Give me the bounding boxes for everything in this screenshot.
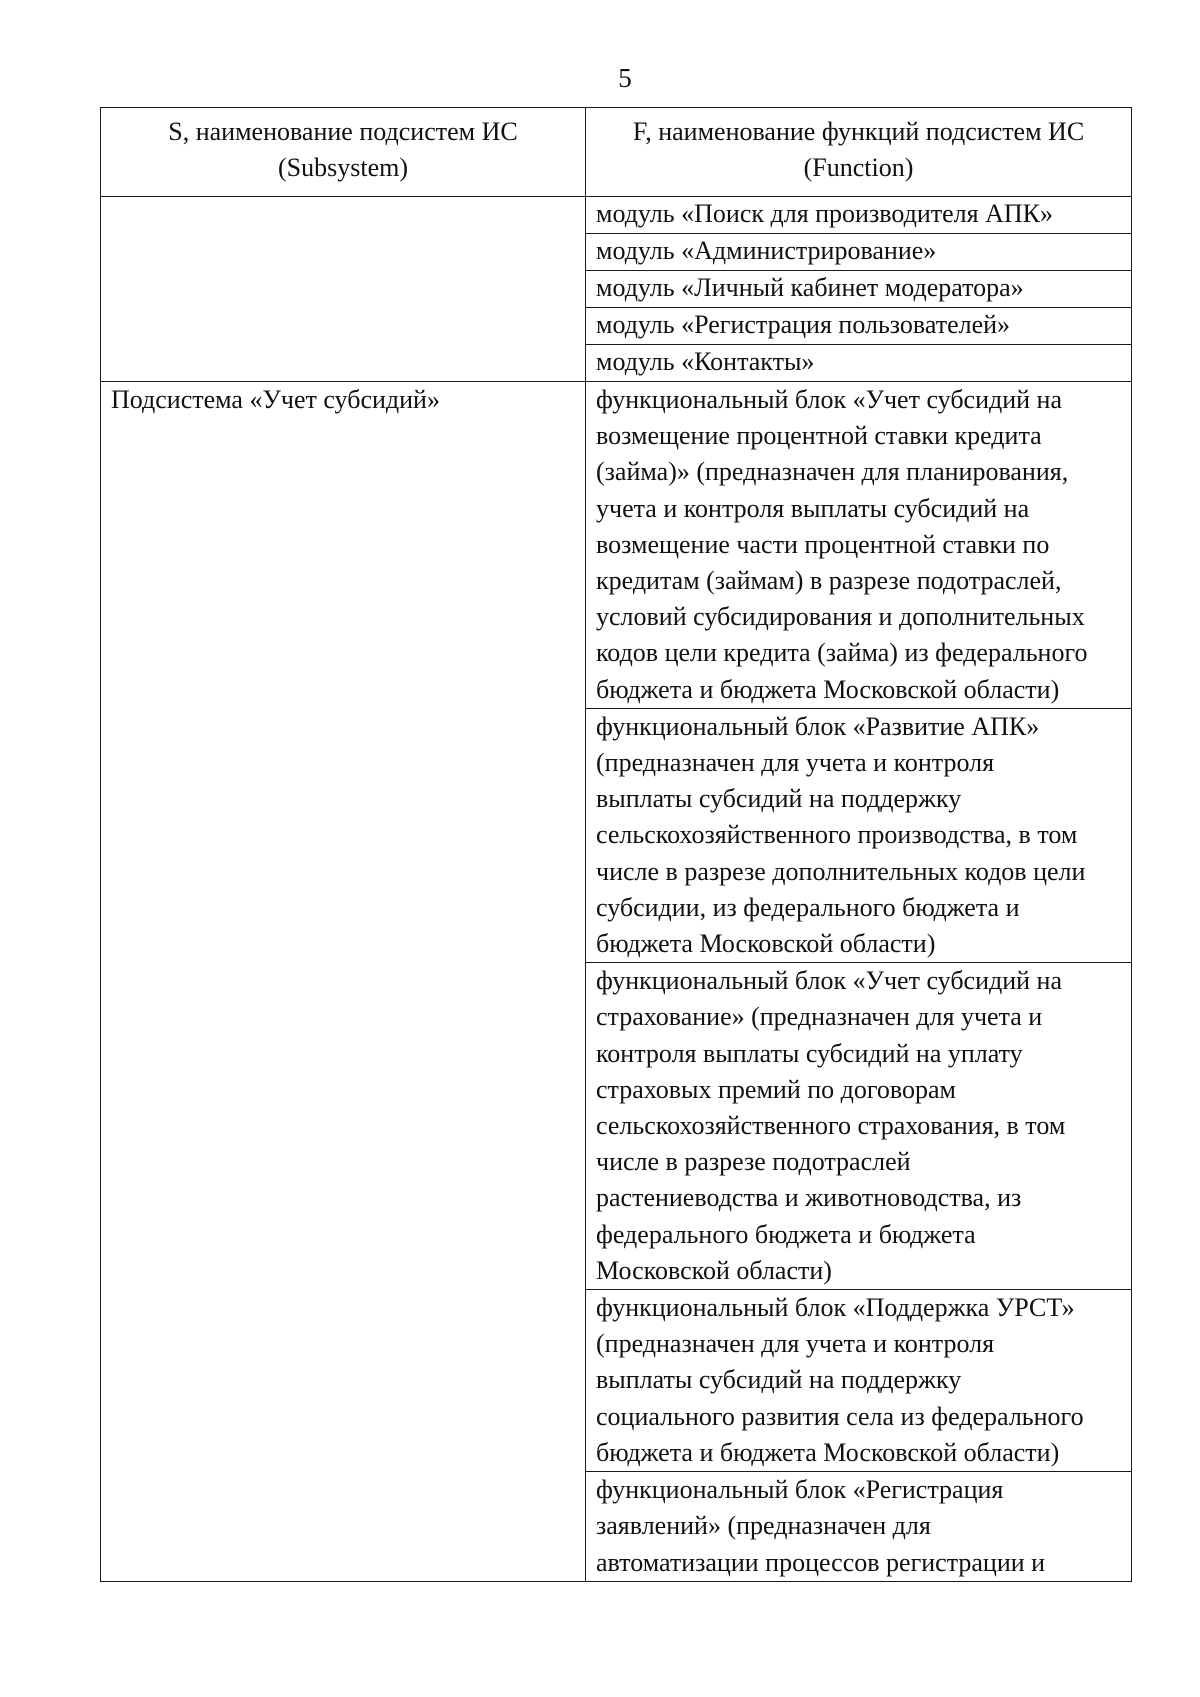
function-line: (предназначен для учета и контроля xyxy=(596,748,995,778)
function-header-title: F, наименование функций подсистем ИС xyxy=(632,117,1085,146)
subsystem-header-english: (Subsystem) xyxy=(278,153,408,183)
page-number: 5 xyxy=(618,63,632,93)
function-line: функциональный блок «Учет субсидий на xyxy=(596,385,1063,414)
function-line: страхование» (предназначен для учета и xyxy=(596,1002,1043,1032)
function-line: заявлений» (предназначен для xyxy=(596,1511,931,1541)
table-row xyxy=(101,197,1132,234)
subsystem-column-header xyxy=(101,108,586,197)
function-line: сельскохозяйственного страхования, в том xyxy=(596,1111,1066,1141)
function-line: выплаты субсидий на поддержку xyxy=(596,784,962,814)
function-line: функциональный блок «Учет субсидий на xyxy=(596,966,1063,996)
table-row xyxy=(101,382,1132,709)
function-line: функциональный блок «Развитие АПК» xyxy=(596,711,1040,741)
function-line: выплаты субсидий на поддержку xyxy=(596,1365,962,1395)
function-line: возмещение части процентной ставки по xyxy=(596,529,1050,559)
function-block-cell xyxy=(586,1472,1132,1582)
function-block-cell xyxy=(586,963,1132,1290)
function-line: кредитам (займам) в разрезе подотраслей, xyxy=(596,566,1062,596)
subsystem-name-cell: Подсистема «Учет субсидий» xyxy=(101,382,586,1582)
function-line: функциональный блок «Регистрация xyxy=(596,1475,1004,1505)
module-cell: модуль «Администрирование» xyxy=(586,234,1132,271)
function-block-cell xyxy=(586,1290,1132,1472)
function-line: Московской области) xyxy=(596,1255,832,1285)
function-line: бюджета и бюджета Московской области) xyxy=(596,1437,1060,1467)
function-line: условий субсидирования и дополнительных xyxy=(596,602,1085,632)
module-cell: модуль «Контакты» xyxy=(586,345,1132,382)
function-line: учета и контроля выплаты субсидий на xyxy=(596,493,1030,523)
function-line: (предназначен для учета и контроля xyxy=(596,1329,995,1359)
function-line: кодов цели кредита (займа) из федерального xyxy=(596,638,1088,668)
function-line: бюджета и бюджета Московской области) xyxy=(596,674,1060,704)
module-cell: модуль «Поиск для производителя АПК» xyxy=(586,197,1132,234)
function-line: растениеводства и животноводства, из xyxy=(596,1183,1022,1213)
function-line: страховых премий по договорам xyxy=(596,1074,957,1104)
function-block-cell xyxy=(586,708,1132,962)
function-line: автоматизации процессов регистрации и xyxy=(596,1547,1046,1577)
function-line: числе в разрезе дополнительных кодов цели xyxy=(596,856,1086,886)
function-line: числе в разрезе подотраслей xyxy=(596,1147,911,1177)
module-cell: модуль «Регистрация пользователей» xyxy=(586,308,1132,345)
function-line: социального развития села из федерального xyxy=(596,1401,1084,1431)
function-line: (займа)» (предназначен для планирования, xyxy=(596,457,1069,487)
function-line: контроля выплаты субсидий на уплату xyxy=(596,1038,1023,1068)
function-line: возмещение процентной ставки кредита xyxy=(596,421,1042,451)
subsystem-cell-continued xyxy=(101,197,586,382)
function-block-cell xyxy=(586,382,1132,709)
function-column-header xyxy=(586,108,1132,197)
function-line: бюджета Московской области) xyxy=(596,929,936,959)
function-header-english: (Function) xyxy=(803,153,914,183)
function-line: федерального бюджета и бюджета xyxy=(596,1219,976,1249)
function-line: сельскохозяйственного производства, в том xyxy=(596,820,1078,850)
subsystem-header-title: S, наименование подсистем ИС xyxy=(168,117,518,146)
table-header-row xyxy=(101,108,1132,197)
function-line: субсидии, из федерального бюджета и xyxy=(596,892,1020,922)
function-line: функциональный блок «Поддержка УРСТ» xyxy=(596,1293,1075,1323)
subsystems-functions-table xyxy=(100,107,1132,1582)
module-cell: модуль «Личный кабинет модератора» xyxy=(586,271,1132,308)
